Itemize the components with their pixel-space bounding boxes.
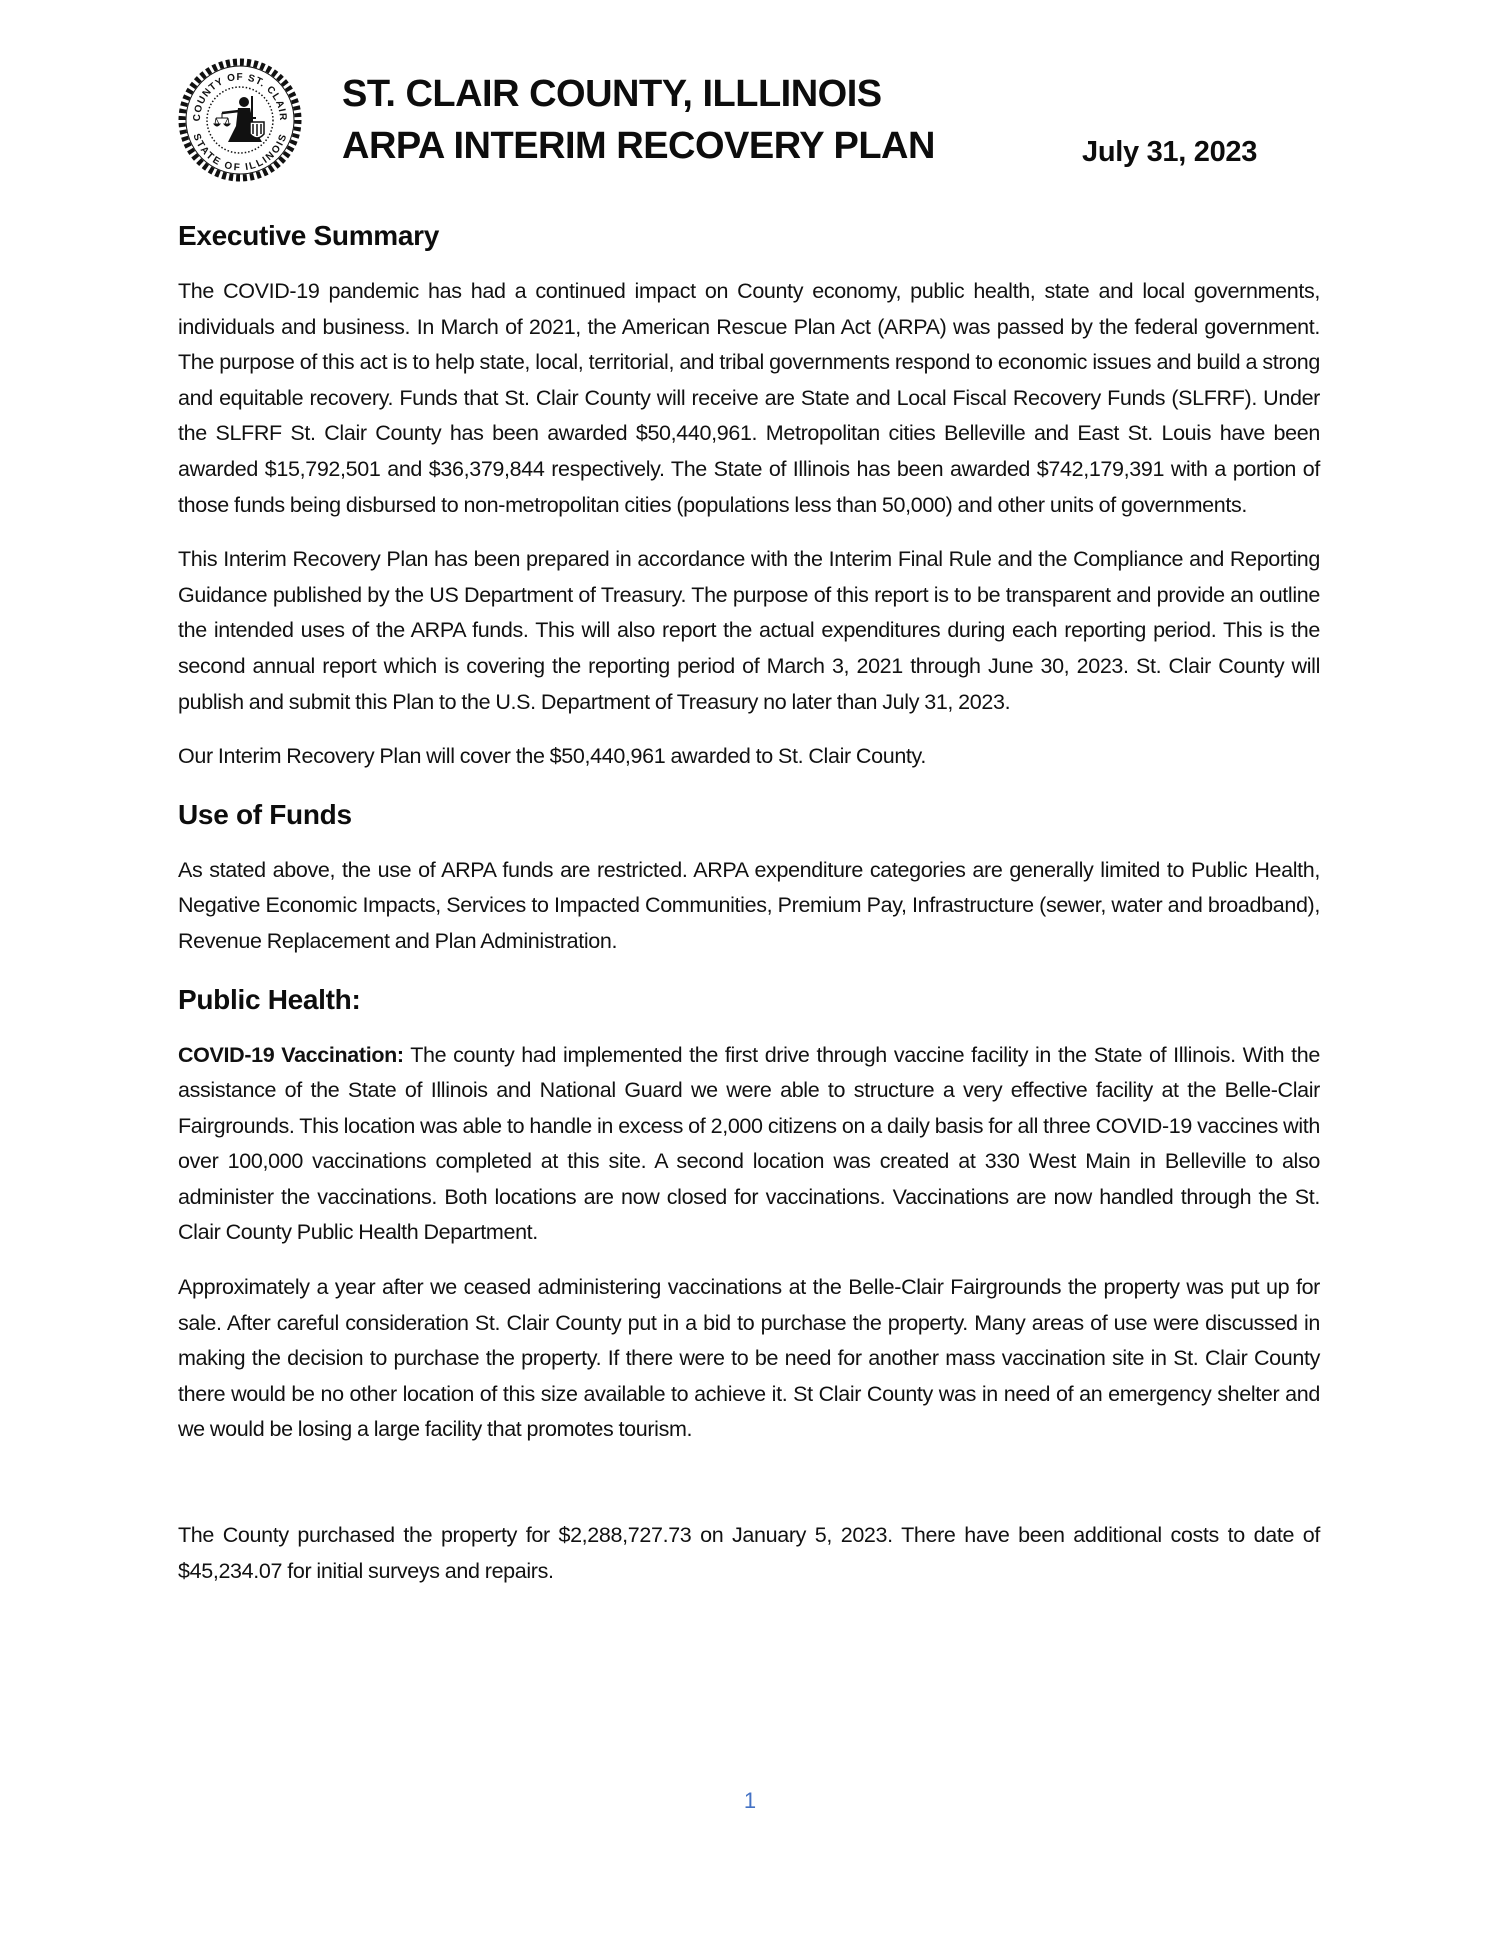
fairgrounds-paragraph: Approximately a year after we ceased administering vaccinations at the Belle-Clair Fairgrounds the property was put up for sale. After careful consideration St. Clair County put in a bid to purchase the property. Many areas of use were discussed in making the decision to purchase the property. If there were to be need for another mass vaccination site in St. Clair County there would be no other location of this size available to achieve it. St Clair County was in need of an emergency shelter and we would be losing a large facility that promotes tourism. — [178, 1275, 1320, 1442]
executive-summary-heading: Executive Summary — [178, 220, 440, 251]
vaccination-lead: COVID-19 Vaccination: — [178, 1042, 404, 1067]
seal-bottom-text: STATE OF ILLINOIS — [190, 132, 290, 174]
plan-title: ARPA INTERIM RECOVERY PLAN — [342, 125, 935, 167]
executive-summary-paragraph: The COVID-19 pandemic has had a continued impact on County economy, public health, state and local governments, individuals and business. In March of 2021, the American Rescue Plan Act (ARPA) was passed by the federal government. The purpose of this act is to help state, local, territorial, and tribal governments respond to economic issues and build a strong and equitable recovery. Funds that St. Clair County will receive are State and Local Fiscal Recovery Funds (SLFRF). Under the SLFRF St. Clair County has been awarded $50,440,961. Metropolitan cities Belleville and East St. Louis have been awarded $15,792,501 and $36,379,844 respectively. The State of Illinois has been awarded $742,179,391 with a portion of those funds being disbursed to non-metropolitan cities (populations less than 50,000) and other units of governments. — [178, 279, 1320, 517]
executive-summary-section — [178, 212, 1320, 775]
report-date: July 31, 2023 — [1082, 136, 1258, 168]
use-of-funds-section — [178, 791, 1320, 960]
public-health-heading: Public Health: — [178, 983, 361, 1015]
purchase-paragraph: The County purchased the property for $2,288,727.73 on January 5, 2023. There have been additional costs to date of $45,234.07 for initial surveys and repairs. — [178, 1523, 1320, 1583]
public-health-section — [178, 976, 1320, 1590]
executive-summary-paragraph: Our Interim Recovery Plan will cover the $50,440,961 awarded to St. Clair County. — [178, 744, 926, 769]
vaccination-paragraph — [178, 1038, 1320, 1252]
county-seal-graphic — [178, 58, 302, 182]
seal-top-text: COUNTY OF ST. CLAIR — [191, 71, 289, 122]
document-body — [178, 212, 1320, 1589]
vaccination-text: The county had implemented the first drive through vaccine facility in the State of Illinois. With the assistance of the State of Illinois and National Guard we were able to structure a very effective facility at the Belle-Clair Fairgrounds. This location was able to handle in excess of 2,000 citizens on a daily basis for all three COVID-19 vaccines with over 100,000 vaccinations completed at this site. A second location was created at 330 West Main in Belleville to also administer the vaccinations. Both locations are now closed for vaccinations. Vaccinations are now handled through the St. Clair County Public Health Department. — [178, 1042, 1320, 1245]
county-seal-icon — [178, 58, 302, 182]
use-of-funds-heading: Use of Funds — [178, 798, 352, 830]
county-title: ST. CLAIR COUNTY, ILLLINOIS — [342, 73, 882, 115]
executive-summary-paragraph: This Interim Recovery Plan has been prepared in accordance with the Interim Final Rule and the Compliance and Reporting Guidance published by the US Department of Treasury. The purpose of this report is to be transparent and provide an outline the intended uses of the ARPA funds. This will also report the actual expenditures during each reporting period. This is the second annual report which is covering the reporting period of March 3, 2021 through June 30, 2023. St. Clair County will publish and submit this Plan to the U.S. Department of Treasury no later than July 31, 2023. — [178, 547, 1320, 714]
page-number: 1 — [743, 1788, 757, 1813]
use-of-funds-paragraph: As stated above, the use of ARPA funds are restricted. ARPA expenditure categories are generally limited to Public Health, Negative Economic Impacts, Services to Impacted Communities, Premium Pay, Infrastructure (sewer, water and broadband), Revenue Replacement and Plan Administration. — [178, 857, 1320, 953]
